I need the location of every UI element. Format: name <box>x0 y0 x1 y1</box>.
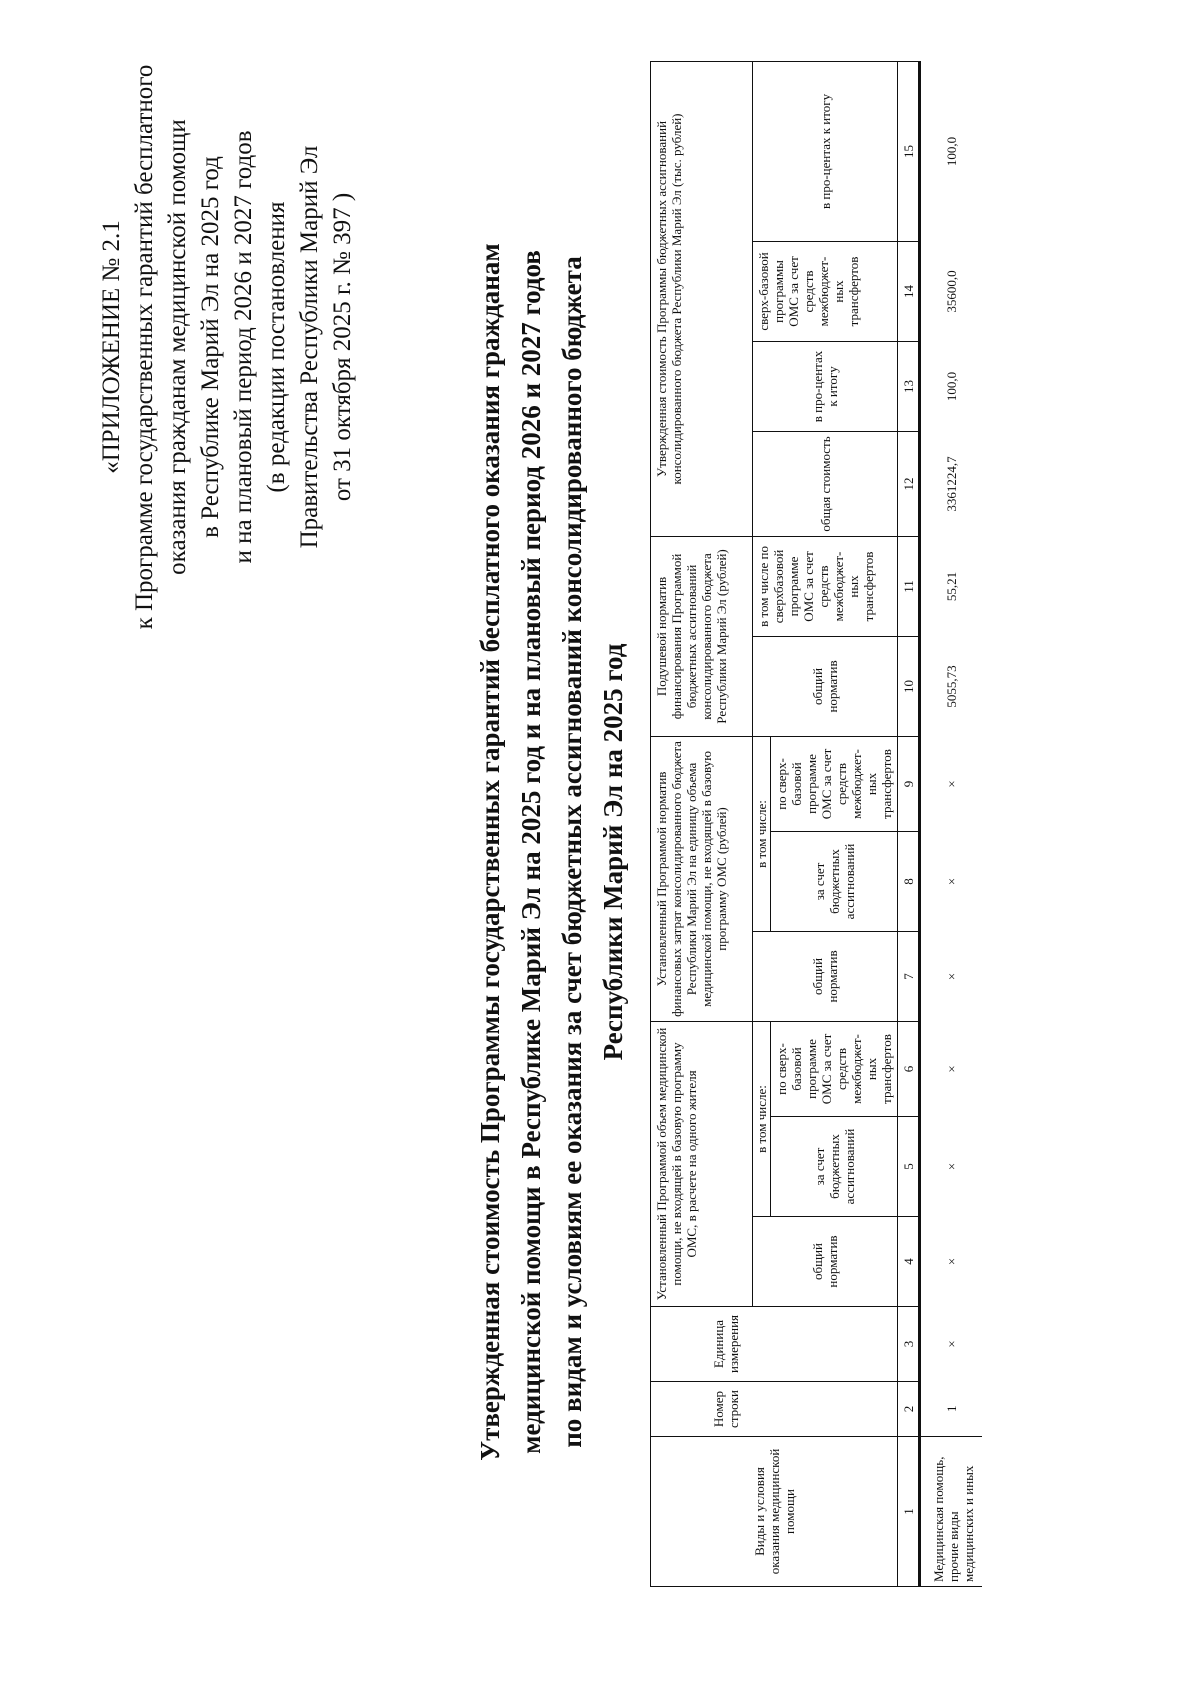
header-percent: в про-центах к итогу <box>753 341 898 431</box>
header-total-norm: общий норматив <box>753 636 898 736</box>
header-budget: за счет бюджетных ассигнований <box>771 1117 898 1217</box>
header-incl-over: в том числе по сверхбазовой программе ОМС за счет средств межбюджет-ных трансфертов <box>753 536 898 636</box>
row-cell: 1 <box>920 1382 983 1437</box>
header-over-base: сверх-базовой программы ОМС за счет средств межбюджет-ных трансфертов <box>753 241 898 341</box>
row-cell: 3361224,7 <box>920 431 983 536</box>
column-number: 5 <box>898 1117 920 1217</box>
header-kind: Виды и условия оказания медицинской помощи <box>651 1437 898 1587</box>
header-including: в том числе: <box>753 736 771 931</box>
column-number: 11 <box>898 536 920 636</box>
appendix-line: от 31 октября 2025 г. № 397 ) <box>329 192 356 502</box>
column-number: 14 <box>898 241 920 341</box>
header-total-norm: общий норматив <box>753 931 898 1021</box>
header-approved: Утвержденная стоимость Программы бюджетных ассигнований консолидированного бюджета Республики Марий Эл (тыс. рублей) <box>651 61 753 536</box>
header-unit: Единица измерения <box>651 1307 898 1382</box>
column-number: 2 <box>898 1382 920 1437</box>
header-over-base: по сверх-базовой программе ОМС за счет средств межбюджет-ных трансфертов <box>771 1021 898 1116</box>
header-row-number: Номер строки <box>651 1382 898 1437</box>
row-cell: 55,21 <box>920 536 983 636</box>
column-number: 4 <box>898 1217 920 1307</box>
appendix-line: «ПРИЛОЖЕНИЕ № 2.1 <box>98 220 125 474</box>
row-name: Медицинская помощь, прочие виды медицинских и иных <box>920 1437 983 1587</box>
header-per-capita: Подушевой норматив финансирования Программой бюджетных ассигнований консолидированного бюджета Республики Марий Эл (рублей) <box>651 536 753 736</box>
appendix-line: и на плановый период 2026 и 2027 годов <box>230 130 257 564</box>
column-number: 12 <box>898 431 920 536</box>
row-cell: × <box>920 1021 983 1116</box>
row-cell: × <box>920 736 983 831</box>
row-cell: 35600,0 <box>920 241 983 341</box>
appendix-line: в Республике Марий Эл на 2025 год <box>197 156 224 538</box>
column-numbers-row <box>898 61 920 1586</box>
header-including: в том числе: <box>753 1021 771 1216</box>
row-cell: × <box>920 1307 983 1382</box>
column-number: 6 <box>898 1021 920 1116</box>
row-cell: × <box>920 931 983 1021</box>
cost-table <box>650 61 982 1587</box>
column-number: 13 <box>898 341 920 431</box>
title-line: Республики Марий Эл на 2025 год <box>598 643 628 1061</box>
header-volume: Установленный Программой объем медицинской помощи, не входящей в базовую программу ОМС, в расчете на одного жителя <box>651 1021 753 1306</box>
row-cell: × <box>920 831 983 931</box>
document-title <box>470 127 634 1577</box>
appendix-line: оказания гражданам медицинской помощи <box>164 119 191 575</box>
column-number: 9 <box>898 736 920 831</box>
header-total-cost: общая стоимость <box>753 431 898 536</box>
header-over-base: по сверх-базовой программе ОМС за счет средств межбюджет-ных трансфертов <box>771 736 898 831</box>
header-budget: за счет бюджетных ассигнований <box>771 831 898 931</box>
header-total-norm: общий норматив <box>753 1217 898 1307</box>
appendix-line: к Программе государственных гарантий бесплатного <box>131 64 158 630</box>
row-cell: × <box>920 1117 983 1217</box>
appendix-header <box>95 47 359 647</box>
row-cell: 100,0 <box>920 341 983 431</box>
appendix-line: (в редакции постановления <box>263 201 290 493</box>
column-number: 10 <box>898 636 920 736</box>
title-line: по видам и условиям ее оказания за счет бюджетных ассигнований консолидированного бюджета <box>557 256 587 1448</box>
appendix-line: Правительства Республики Марий Эл <box>296 145 323 549</box>
header-row <box>651 61 753 1586</box>
table-row <box>920 61 983 1586</box>
row-cell: 5055,73 <box>920 636 983 736</box>
column-number: 1 <box>898 1437 920 1587</box>
row-cell: 100,0 <box>920 61 983 241</box>
header-percent: в про-центах к итогу <box>753 61 898 241</box>
header-cost-unit: Установленный Программой норматив финансовых затрат консолидированного бюджета Республики Марий Эл на единицу объема медицинской помощи, не входящей в базовую программу ОМС (рублей) <box>651 736 753 1021</box>
title-line: Утвержденная стоимость Программы государственных гарантий бесплатного оказания гражданам <box>475 243 505 1461</box>
column-number: 15 <box>898 61 920 241</box>
column-number: 7 <box>898 931 920 1021</box>
column-number: 8 <box>898 831 920 931</box>
title-line: медицинской помощи в Республике Марий Эл на 2025 год и на плановый период 2026 и 2027 годов <box>516 250 546 1454</box>
column-number: 3 <box>898 1307 920 1382</box>
row-cell: × <box>920 1217 983 1307</box>
